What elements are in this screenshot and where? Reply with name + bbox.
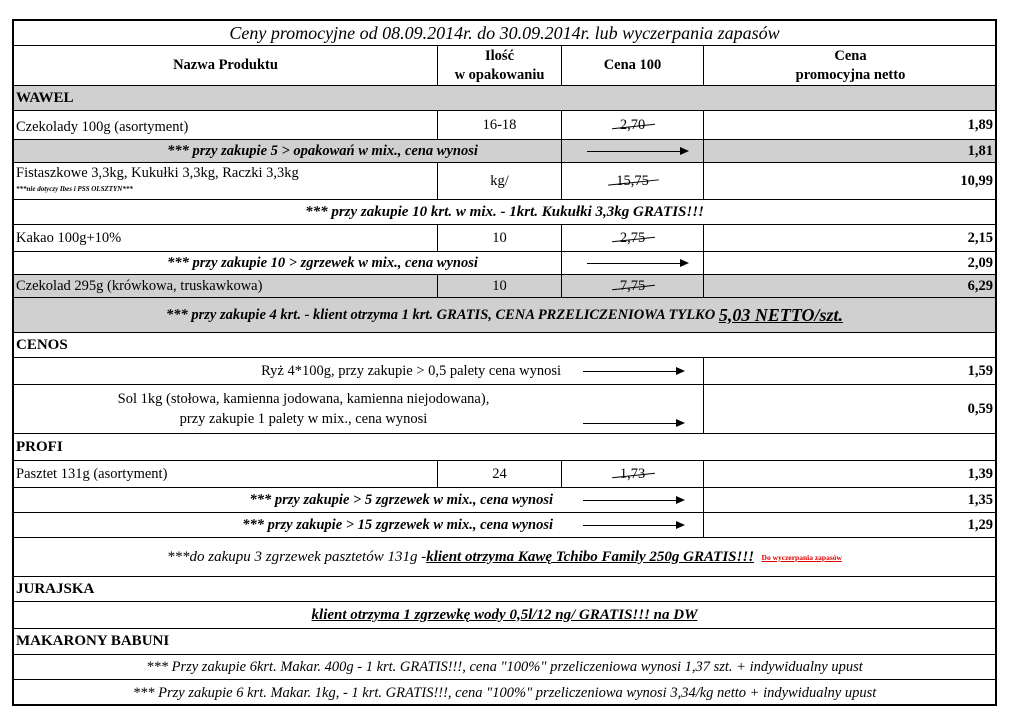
price-table bbox=[12, 19, 997, 706]
row-kakao: Kakao 100g+10% 10 2,75 2,15 bbox=[14, 225, 995, 252]
row-ryz: Ryż 4*100g, przy zakupie > 0,5 palety cena wynosi 1,59 bbox=[14, 358, 995, 385]
section-jurajska: JURAJSKA bbox=[14, 577, 995, 602]
header-qty: Ilość w opakowaniu bbox=[437, 46, 561, 85]
arrow-icon bbox=[583, 371, 683, 372]
row-pasztet-gratis: ***do zakupu 3 zgrzewek pasztetów 131g - klient otrzyma Kawę Tchibo Family 250g GRATIS!!! Do wyczerpania zapasów bbox=[14, 538, 995, 577]
arrow-icon bbox=[587, 263, 687, 264]
header-row bbox=[14, 46, 995, 86]
row-makarony-1kg: *** Przy zakupie 6 krt. Makar. 1kg, - 1 krt. GRATIS!!!, cena "100%" przeliczeniowa wynosi 3,34/kg netto + indywidualny upust bbox=[132, 684, 877, 701]
page-title: Ceny promocyjne od 08.09.2014r. do 30.09.2014r. lub wyczerpania zapasów bbox=[229, 22, 780, 43]
section-cenos: CENOS bbox=[14, 333, 995, 358]
row-fistaszkowe-gratis: *** przy zakupie 10 krt. w mix. - 1krt. Kukułki 3,3kg GRATIS!!! bbox=[14, 200, 995, 225]
row-czekolady: Czekolady 100g (asortyment) 16-18 2,70 1,89 bbox=[14, 111, 995, 140]
row-pasztet-mix15: *** przy zakupie > 15 zgrzewek w mix., cena wynosi 1,29 bbox=[14, 513, 995, 538]
row-makarony-400: *** Przy zakupie 6krt. Makar. 400g - 1 krt. GRATIS!!!, cena "100%" przeliczeniowa wynosi 1,37 szt. + indywidualny upust bbox=[14, 655, 995, 680]
arrow-icon bbox=[587, 151, 687, 152]
row-pasztet-mix5: *** przy zakupie > 5 zgrzewek w mix., cena wynosi 1,35 bbox=[14, 488, 995, 513]
row-fistaszkowe: Fistaszkowe 3,3kg, Kukułki 3,3kg, Raczki 3,3kg ***nie dotyczy Ibes i PSS OLSZTYN*** kg/ 15,75 10,99 bbox=[14, 163, 995, 200]
section-wawel: WAWEL bbox=[14, 86, 995, 111]
arrow-icon bbox=[583, 525, 683, 526]
section-profi: PROFI bbox=[14, 434, 995, 461]
title-row bbox=[14, 21, 995, 46]
header-promo: Cena promocyjna netto bbox=[703, 46, 997, 85]
row-czekolad295-note: *** przy zakupie 4 krt. - klient otrzyma 1 krt. GRATIS, CENA PRZELICZENIOWA TYLKO 5,03 NETTO/szt. bbox=[14, 298, 995, 333]
section-makarony: MAKARONY BABUNI bbox=[14, 629, 995, 655]
row-czekolad295: Czekolad 295g (krówkowa, truskawkowa) 10 7,75 6,29 bbox=[14, 275, 995, 298]
header-name: Nazwa Produktu bbox=[173, 57, 278, 73]
row-czekolady-mix: *** przy zakupie 5 > opakowań w mix., cena wynosi 1,81 bbox=[14, 140, 995, 163]
row-pasztet: Pasztet 131g (asortyment) 24 1,73 1,39 bbox=[14, 461, 995, 488]
row-kakao-mix: *** przy zakupie 10 > zgrzewek w mix., cena wynosi 2,09 bbox=[14, 252, 995, 275]
header-price: Cena 100 bbox=[561, 46, 703, 85]
row-jurajska-note: klient otrzyma 1 zgrzewkę wody 0,5l/12 ng/ GRATIS!!! na DW bbox=[14, 602, 995, 629]
arrow-icon bbox=[583, 500, 683, 501]
arrow-icon bbox=[583, 423, 683, 424]
row-sol: Sol 1kg (stołowa, kamienna jodowana, kamienna niejodowana), przy zakupie 1 palety w mix., cena wynosi 0,59 bbox=[14, 385, 995, 434]
